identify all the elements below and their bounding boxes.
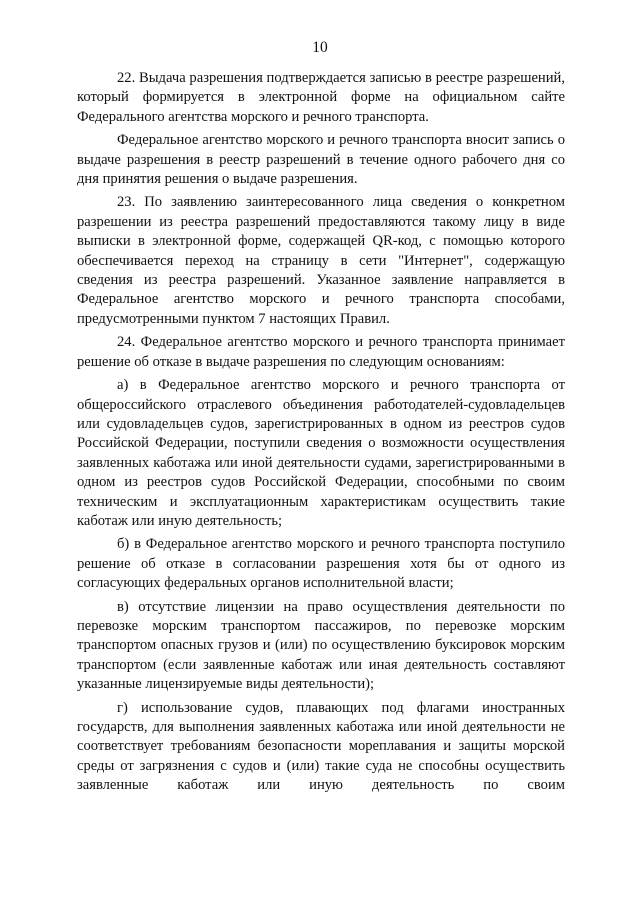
- paragraph-24-b: б) в Федеральное агентство морского и речного транспорта поступило решение об отказе в согласовании разрешения хотя бы от одного из согласующих федеральных органов исполнительной власти;: [77, 536, 565, 592]
- paragraph-24-a: а) в Федеральное агентство морского и речного транспорта от общероссийского отраслевого объединения работодателей-судовладельцев или судовладельцев судов, зарегистрированных в одном из реестров судов Российской Федерации, поступили сведения о возможности осуществления заявленных каботажа или иной деятельности судами, зарегистрированными в одном из реестров судов Российской Федерации, способными по своим техническим и эксплуатационным характеристикам осуществить такие каботаж или иную деятельность;: [77, 377, 565, 529]
- paragraph-24-v: в) отсутствие лицензии на право осуществления деятельности по перевозке морским транспортом пассажиров, по перевозке морским транспортом опасных грузов и (или) по осуществлению буксировок морским транспортом (если заявленные каботаж или иная деятельность составляют указанные лицензируемые виды деятельности);: [77, 598, 565, 693]
- paragraph-22: 22. Выдача разрешения подтверждается записью в реестре разрешений, который формируется в электронной форме на официальном сайте Федерального агентства морского и речного транспорта.: [77, 70, 565, 125]
- document-body: [77, 69, 565, 796]
- paragraph-23: 23. По заявлению заинтересованного лица сведения о конкретном разрешении из реестра разрешений предоставляются такому лицу в виде выписки в электронной форме, содержащей QR-код, с помощью которого обеспечивается переход на страницу в сети "Интернет", содержащую сведения из реестра разрешений. Указанное заявление направляется в Федеральное агентство морского и речного транспорта способами, предусмотренными пунктом 7 настоящих Правил.: [77, 194, 565, 327]
- paragraph-24: 24. Федеральное агентство морского и речного транспорта принимает решение об отказе в выдаче разрешения по следующим основаниям:: [77, 334, 565, 370]
- paragraph-24-g: г) использование судов, плавающих под флагами иностранных государств, для выполнения заявленных каботажа или иной деятельности не соответствует требованиям безопасности мореплавания и защиты морской среды от загрязнения с судов и (или) такие суда не способны осуществить заявленные каботаж или иную деятельность по своим: [77, 699, 565, 794]
- page-number: 10: [312, 39, 328, 56]
- paragraph-22-registry-entry: Федеральное агентство морского и речного транспорта вносит запись о выдаче разрешения в реестр разрешений в течение одного рабочего дня со дня принятия решения о выдаче разрешения.: [77, 132, 565, 188]
